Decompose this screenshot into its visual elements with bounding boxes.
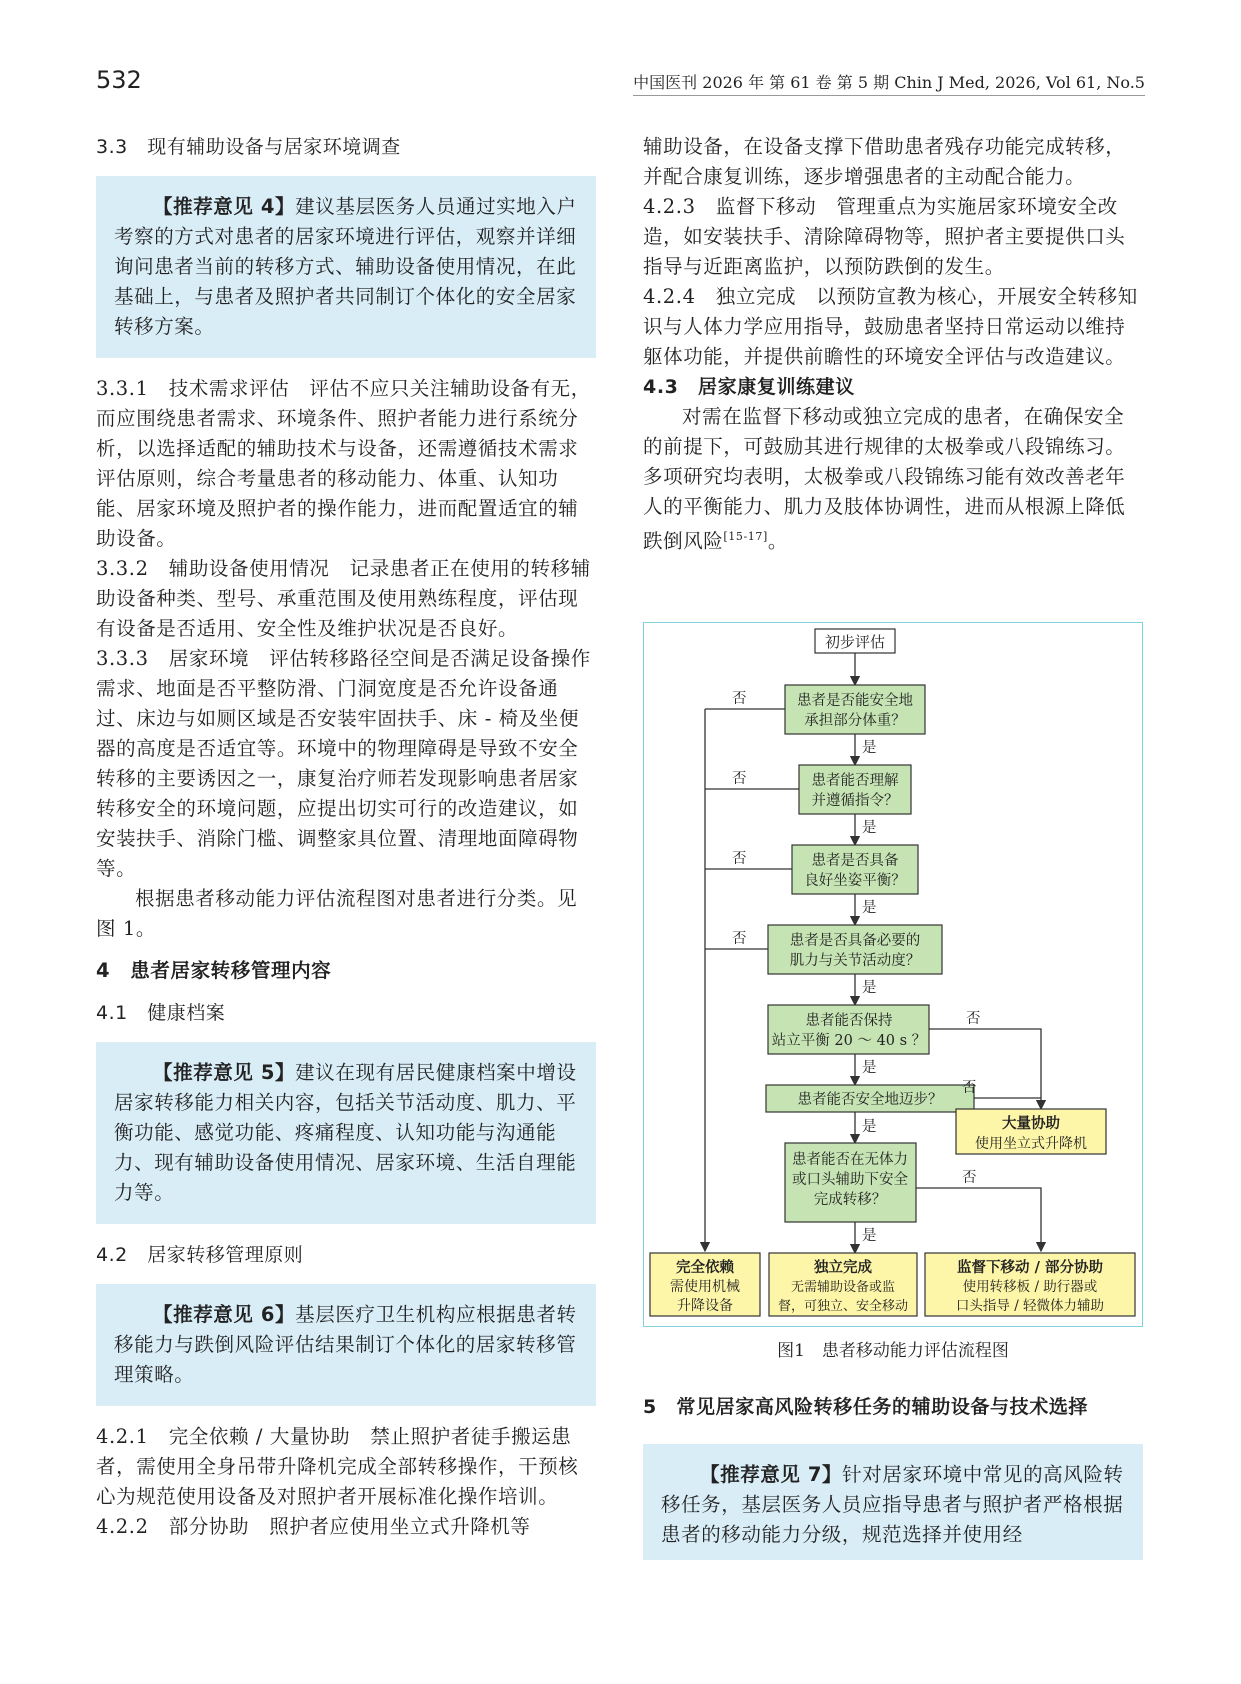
rec7-text: 针对居家环境中常见的高风险转移任务，基层医务人员应指导患者与照护者严格根据患者的移动能力分级，规范选择并使用经 [661, 1463, 1124, 1546]
question-3-line1: 患者是否具备 [811, 853, 899, 869]
rec5-text: 建议在现有居民健康档案中增设居家转移能力相关内容，包括关节活动度、肌力、平衡功能、感觉功能、疼痛程度、认知功能与沟通能力、现有辅助设备使用情况、居家环境、生活自理能力等。 [114, 1061, 577, 1204]
yes-label-5: 是 [862, 1060, 877, 1076]
para-4-2-4-text: 以预防宣教为核心，开展安全转移知识与人体力学应用指导，鼓励患者坚持日常运动以维持躯体功能，并提供前瞻性的环境安全评估与改造建议。 [643, 285, 1138, 368]
yes-label-1: 是 [862, 740, 877, 756]
question-7-line2: 或口头辅助下安全 [792, 1172, 908, 1188]
para-4-2-2-cont: 辅助设备，在设备支撑下借助患者残存功能完成转移，并配合康复训练，逐步增强患者的主动配合能力。 [643, 135, 1126, 188]
outcome-heavy-title: 大量协助 [1002, 1115, 1060, 1132]
para-4-3-end: 。 [767, 529, 789, 553]
para-4-3-text: 对需在监督下移动或独立完成的患者，在确保安全的前提下，可鼓励其进行规律的太极拳或八段锦练习。多项研究均表明，太极拳或八段锦练习能有效改善老年人的平衡能力、肌力及肢体协调性，进而从根源上降低跌倒风险 [643, 405, 1126, 553]
question-7-line1: 患者能否在无体力 [792, 1152, 908, 1168]
question-5-line1: 患者能否保持 [805, 1013, 893, 1029]
figure-1-frame [643, 622, 1143, 1327]
para-4-2-1 [96, 1422, 596, 1512]
question-5-line2: 站立平衡 20 ～ 40 s ？ [771, 1033, 927, 1049]
yes-label-2: 是 [862, 820, 877, 836]
para-4-2-3-head: 4.2.3 监督下移动 [643, 195, 837, 218]
question-2-line1: 患者能否理解 [811, 773, 899, 789]
section-3-3-title [96, 132, 596, 162]
rec7-label: 【推荐意见 7】 [700, 1463, 843, 1486]
outcome-full-desc2: 升降设备 [677, 1298, 733, 1314]
para-3-3-3-text: 评估转移路径空间是否满足设备操作需求、地面是否平整防滑、门洞宽度是否允许设备通过、床边与如厕区域是否安装牢固扶手、床 - 椅及坐便器的高度是否适宜等。环境中的物理障碍是导致不安全转移的主要诱因之一，康复治疗师若发现影响患者居家转移安全的环境问题，应提出切实可行的改造建议，如安装扶手、消除门槛、调整家具位置、清理地面障碍物等。 [96, 647, 591, 880]
rec6-label: 【推荐意见 6】 [153, 1303, 296, 1326]
para-3-3-3-head: 3.3.3 居家环境 [96, 647, 270, 670]
no-label-7: 否 [962, 1170, 977, 1186]
section-3-3-title-text: 3.3 现有辅助设备与居家环境调查 [96, 136, 401, 158]
para-4-2-3-text: 管理重点为实施居家环境安全改造，如安装扶手、清除障碍物等，照护者主要提供口头指导与近距离监护，以预防跌倒的发生。 [643, 195, 1126, 278]
para-4-2-4 [643, 282, 1143, 372]
flowchart [644, 623, 1142, 1326]
section-4-2-title: 4.2 居家转移管理原则 [96, 1244, 304, 1266]
para-3-3-2-head: 3.3.2 辅助设备使用情况 [96, 557, 350, 580]
outcome-supervised-desc2: 口头指导 / 轻微体力辅助 [955, 1298, 1105, 1314]
para-3-3-1-head: 3.3.1 技术需求评估 [96, 377, 310, 400]
outcome-full-desc1: 需使用机械 [670, 1279, 740, 1295]
para-4-2-2-text: 照护者应使用坐立式升降机等 [269, 1515, 531, 1538]
no-label-6: 否 [962, 1080, 977, 1096]
yes-label-4: 是 [862, 980, 877, 996]
para-3-3-3 [96, 644, 596, 884]
para-3-3-1 [96, 374, 596, 554]
question-1-line1: 患者是否能安全地 [797, 693, 913, 709]
no-label-1: 否 [732, 691, 747, 707]
para-3-3-1-text: 评估不应只关注辅助设备有无，而应围绕患者需求、环境条件、照护者能力进行系统分析，以选择适配的辅助技术与设备，还需遵循技术需求评估原则，综合考量患者的移动能力、体重、认知功能、居家环境及照护者的操作能力，进而配置适宜的辅助设备。 [96, 377, 591, 550]
section-5-block [643, 1392, 1143, 1560]
outcome-supervised-title: 监督下移动 / 部分协助 [957, 1259, 1103, 1276]
no-label-5: 否 [966, 1011, 981, 1027]
running-head: 中国医刊 2026 年 第 61 卷 第 5 期 Chin J Med, 2026, Vol 61, No.5 [633, 73, 1145, 92]
recommendation-6-box [96, 1284, 596, 1406]
para-4-2-2 [96, 1512, 596, 1542]
right-column [643, 132, 1143, 557]
no-label-2: 否 [732, 771, 747, 787]
no-label-4: 否 [732, 931, 747, 947]
citation-15-17: [15-17] [723, 530, 768, 543]
outcome-independent-title: 独立完成 [814, 1259, 872, 1276]
para-3-3-2-text: 记录患者正在使用的转移辅助设备种类、型号、承重范围及使用熟练程度，评估现有设备是否适用、安全性及维护状况是否良好。 [96, 557, 591, 640]
outcome-independent-desc2: 督，可独立、安全移动 [777, 1299, 909, 1314]
outcome-heavy-desc: 使用坐立式升降机 [975, 1136, 1087, 1152]
no-label-3: 否 [732, 851, 747, 867]
figure-1-caption: 图1 患者移动能力评估流程图 [777, 1341, 1009, 1361]
question-1-line2: 承担部分体重？ [804, 713, 906, 729]
page-number: 532 [96, 66, 142, 94]
para-4-2-1-text: 禁止照护者徒手搬运患者，需使用全身吊带升降机完成全部转移操作，干预核心为规范使用设备及对照护者开展标准化操作培训。 [96, 1425, 579, 1508]
rec4-text: 建议基层医务人员通过实地入户考察的方式对患者的居家环境进行评估，观察并详细询问患者当前的转移方式、辅助设备使用情况，在此基础上，与患者及照护者共同制订个体化的安全居家转移方案。 [114, 195, 577, 338]
para-3-3-2 [96, 554, 596, 644]
para-4-2-2-head: 4.2.2 部分协助 [96, 1515, 270, 1538]
start-node-label: 初步评估 [824, 633, 886, 651]
question-4-line1: 患者是否具备必要的 [789, 933, 921, 949]
section-4-1-title: 4.1 健康档案 [96, 1002, 226, 1024]
yes-label-7: 是 [862, 1228, 877, 1244]
question-3-line2: 良好坐姿平衡？ [804, 873, 906, 889]
outcome-independent-desc1: 无需辅助设备或监 [790, 1280, 896, 1295]
section-4-title: 4 患者居家转移管理内容 [96, 959, 332, 982]
para-4-3 [643, 402, 1143, 557]
recommendation-5-box [96, 1042, 596, 1224]
left-column [96, 132, 596, 1542]
para-4-2-4-head: 4.2.4 独立完成 [643, 285, 817, 308]
para-figure-ref: 根据患者移动能力评估流程图对患者进行分类。见图 1。 [96, 887, 578, 940]
question-4-line2: 肌力与关节活动度？ [789, 953, 921, 969]
yes-label-3: 是 [862, 900, 877, 916]
question-2-line2: 并遵循指令？ [811, 793, 899, 809]
outcome-full-title: 完全依赖 [676, 1259, 734, 1276]
question-7-line3: 完成转移？ [813, 1192, 887, 1208]
rec4-label: 【推荐意见 4】 [153, 195, 296, 218]
question-6-label: 患者能否安全地迈步？ [797, 1092, 943, 1108]
rec5-label: 【推荐意见 5】 [153, 1061, 296, 1084]
para-4-2-1-head: 4.2.1 完全依赖 / 大量协助 [96, 1425, 371, 1448]
recommendation-7-box [643, 1444, 1143, 1560]
header-rule [633, 95, 1145, 96]
para-4-2-3 [643, 192, 1143, 282]
section-4-3-title: 4.3 居家康复训练建议 [643, 376, 855, 398]
outcome-supervised-desc1: 使用转移板 / 助行器或 [962, 1279, 1098, 1295]
recommendation-4-box [96, 176, 596, 358]
section-5-title: 5 常见居家高风险转移任务的辅助设备与技术选择 [643, 1396, 1089, 1418]
yes-label-6: 是 [862, 1119, 877, 1135]
rec6-text: 基层医疗卫生机构应根据患者转移能力与跌倒风险评估结果制订个体化的居家转移管理策略。 [114, 1303, 577, 1386]
